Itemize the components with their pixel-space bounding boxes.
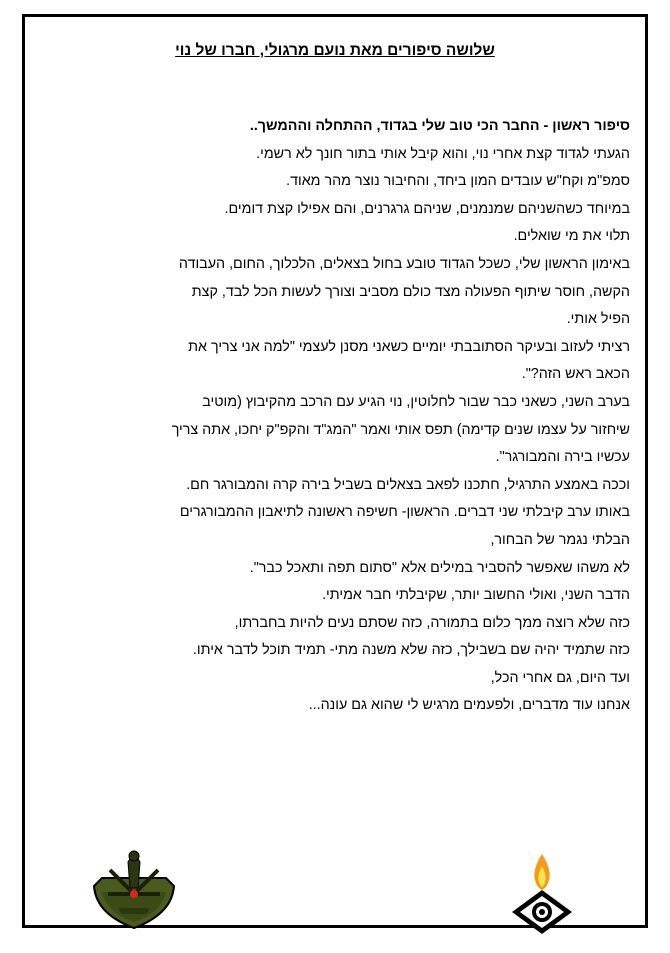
story-line: בערב השני, כשאני כבר שבור לחלוטין, נוי הגיע עם הרכב מהקיבוץ (מוטיב [202, 393, 630, 410]
story-line: שיחזור על עצמו שנים קדימה) תפס אותי ואמר "המג"ד והקפ"ק יחכו, אתה צריך [171, 421, 630, 438]
story-line: במיוחד כשהשניהם שמנמנים, שניהם גרגרנים, והם אפילו קצת דומים. [224, 200, 630, 217]
story-line: הפיל אותי. [566, 311, 630, 328]
story-line: סמפ"מ וקח"ש עובדים המון ביחד, והחיבור נוצר מהר מאוד. [286, 173, 630, 190]
document-title: שלושה סיפורים מאת נועם מרגולי, חברו של נוי [175, 42, 495, 59]
story-heading: סיפור ראשון - החבר הכי טוב שלי בגדוד, ההתחלה וההמשך.. [249, 118, 630, 134]
story-line: כזה שלא רוצה ממך כלום בתמורה, כזה שסתם נעים להיות בחברתו, [234, 614, 630, 631]
story-line: הבלתי נגמר של הבחור, [490, 531, 630, 548]
story-line: באימון הראשון שלי, כשכל הגדוד טובע בחול בצאלים, הלכלוך, החום, העבודה [178, 255, 630, 272]
story-line: תלוי את מי שואלים. [513, 228, 630, 245]
story-line: רציתי לעזוב ובעיקר הסתובבתי יומיים כשאני מסנן לעצמי "למה אני צריך את [188, 338, 630, 355]
story-line: וככה באמצע התרגיל, חתכנו לפאב בצאלים בשביל בירה קרה והמבורגר חם. [186, 476, 630, 493]
story-line: עכשיו בירה והמבורגר". [495, 449, 630, 466]
document-page [40, 22, 630, 852]
story-body [40, 113, 630, 720]
memorial-candle-emblem-icon [506, 852, 578, 934]
story-line: הקשה, חוסר שיתוף הפעולה מצד כולם מסביב וצורך לעשות הכל לבד, קצת [191, 283, 630, 300]
battalion-emblem-icon [88, 848, 180, 932]
story-line: ועד היום, גם אחרי הכל, [490, 669, 630, 686]
story-line: הכאב ראש הזה?". [521, 366, 630, 383]
story-line: אנחנו עוד מדברים, ולפעמים מרגיש לי שהוא גם עונה... [308, 697, 630, 714]
story-line: הדבר השני, ואולי החשוב יותר, שקיבלתי חבר אמיתי. [322, 587, 630, 604]
story-line: הגעתי לגדוד קצת אחרי נוי, והוא קיבל אותי בתור חונך לא רשמי. [256, 145, 630, 162]
story-line: באותו ערב קיבלתי שני דברים. הראשון- חשיפה ראשונה לתיאבון ההמבורגרים [179, 504, 630, 521]
story-line: כזה שתמיד יהיה שם בשבילך, כזה שלא משנה מתי- תמיד תוכל לדבר איתו. [192, 642, 630, 659]
story-line: לא משהו שאפשר להסביר במילים אלא "סתום תפה ותאכל כבר". [249, 559, 630, 576]
